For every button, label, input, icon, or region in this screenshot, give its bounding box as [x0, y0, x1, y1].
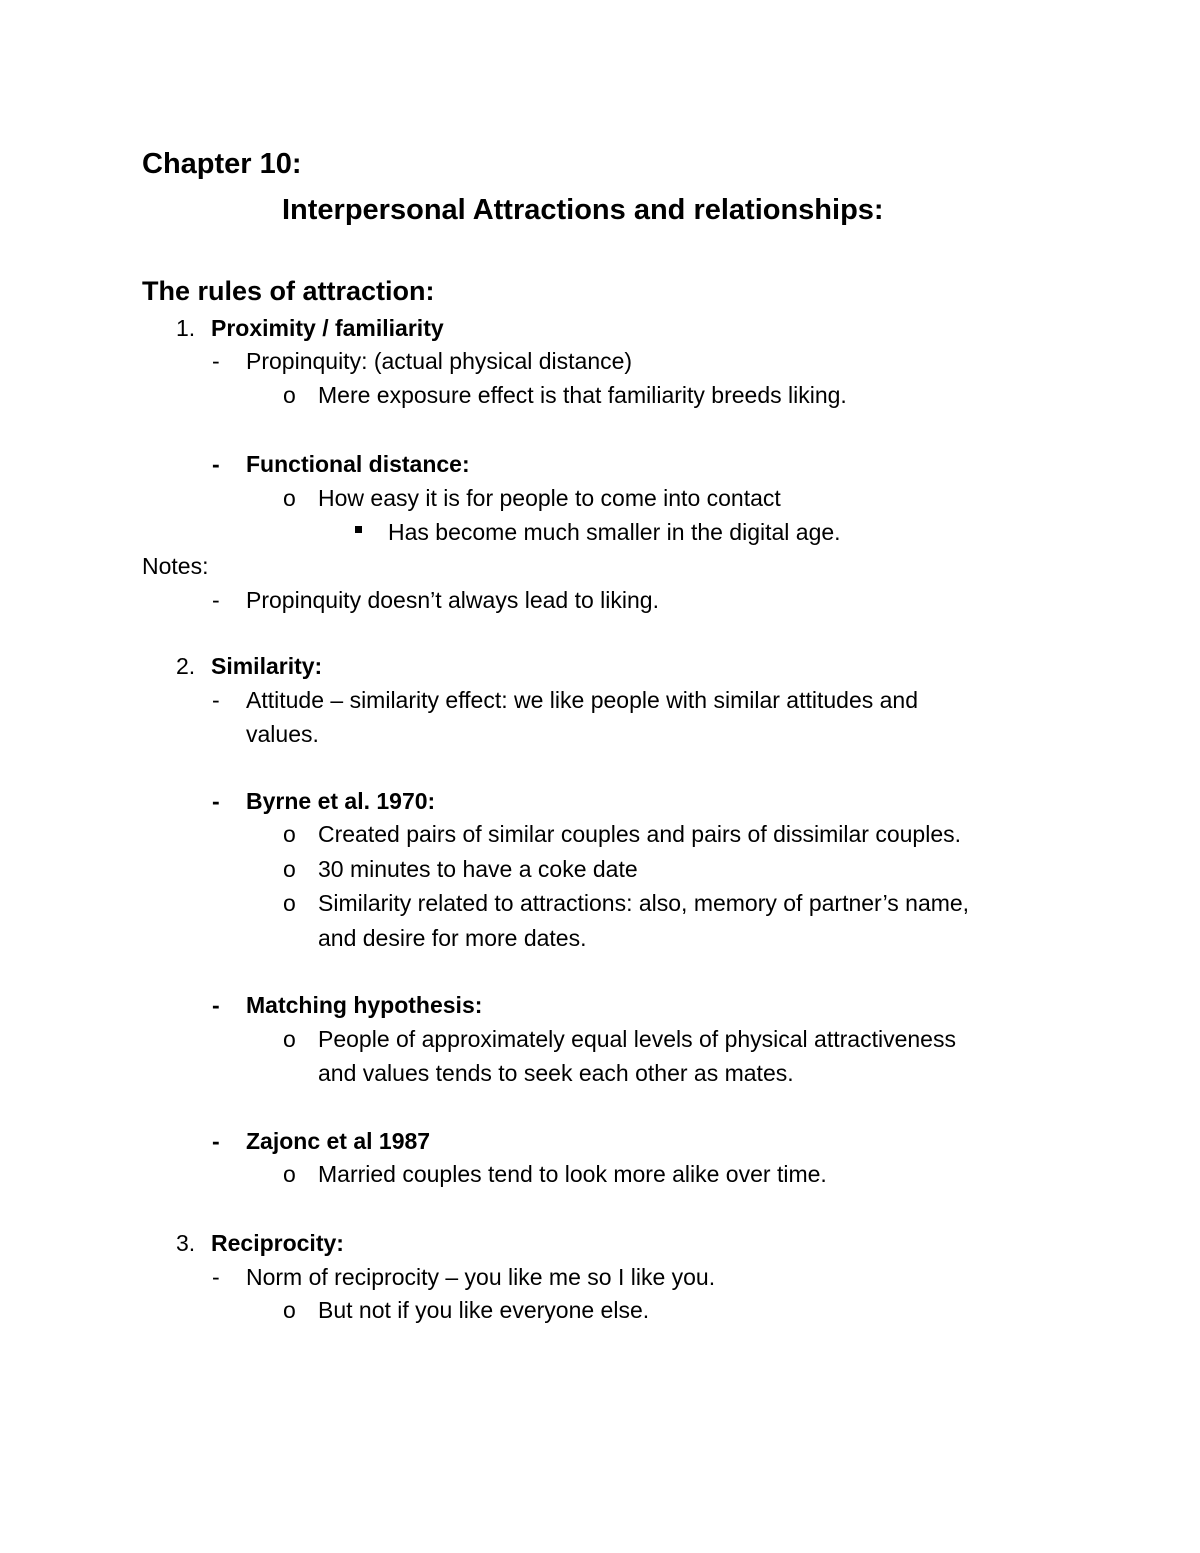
list-item-continuation: and values tends to seek each other as mates. [318, 1060, 794, 1086]
list-number-1: 1. [176, 315, 196, 341]
list-item: Married couples tend to look more alike over time. [318, 1161, 827, 1187]
section-1-heading: Proximity / familiarity [211, 315, 444, 341]
circle-bullet: o [283, 1297, 296, 1323]
dash-bullet: - [212, 348, 220, 374]
dash-bullet: - [212, 1128, 220, 1154]
list-item: People of approximately equal levels of physical attractiveness [318, 1026, 956, 1052]
section-3-heading: Reciprocity: [211, 1230, 344, 1256]
chapter-heading: Chapter 10: [142, 148, 302, 180]
dash-bullet: - [212, 788, 220, 814]
list-item: Matching hypothesis: [246, 992, 483, 1018]
circle-bullet: o [283, 485, 296, 511]
section-2-heading: Similarity: [211, 653, 323, 679]
list-item: But not if you like everyone else. [318, 1297, 650, 1323]
circle-bullet: o [283, 1026, 296, 1052]
document-title: Interpersonal Attractions and relationships: [282, 194, 884, 226]
dash-bullet: - [212, 992, 220, 1018]
list-item: Functional distance: [246, 451, 470, 477]
circle-bullet: o [283, 821, 296, 847]
notes-label: Notes: [142, 553, 209, 579]
list-item: Propinquity doesn’t always lead to liking. [246, 587, 659, 613]
circle-bullet: o [283, 890, 296, 916]
list-item: Attitude – similarity effect: we like people with similar attitudes and [246, 687, 918, 713]
list-item: Byrne et al. 1970: [246, 788, 436, 814]
list-number-2: 2. [176, 653, 196, 679]
circle-bullet: o [283, 382, 296, 408]
list-item: Zajonc et al 1987 [246, 1128, 431, 1154]
square-bullet-icon [355, 526, 362, 533]
list-item: How easy it is for people to come into contact [318, 485, 781, 511]
list-item: 30 minutes to have a coke date [318, 856, 638, 882]
dash-bullet: - [212, 587, 220, 613]
list-item-continuation: and desire for more dates. [318, 925, 587, 951]
circle-bullet: o [283, 1161, 296, 1187]
list-item: Mere exposure effect is that familiarity breeds liking. [318, 382, 847, 408]
dash-bullet: - [212, 1264, 220, 1290]
list-number-3: 3. [176, 1230, 196, 1256]
list-item: Norm of reciprocity – you like me so I like you. [246, 1264, 716, 1290]
list-item: Similarity related to attractions: also, memory of partner’s name, [318, 890, 970, 916]
section-heading: The rules of attraction: [142, 276, 435, 306]
dash-bullet: - [212, 687, 220, 713]
dash-bullet: - [212, 451, 220, 477]
list-item: Propinquity: (actual physical distance) [246, 348, 633, 374]
circle-bullet: o [283, 856, 296, 882]
list-item-continuation: values. [246, 721, 319, 747]
list-item: Created pairs of similar couples and pairs of dissimilar couples. [318, 821, 962, 847]
list-item: Has become much smaller in the digital age. [388, 519, 841, 545]
